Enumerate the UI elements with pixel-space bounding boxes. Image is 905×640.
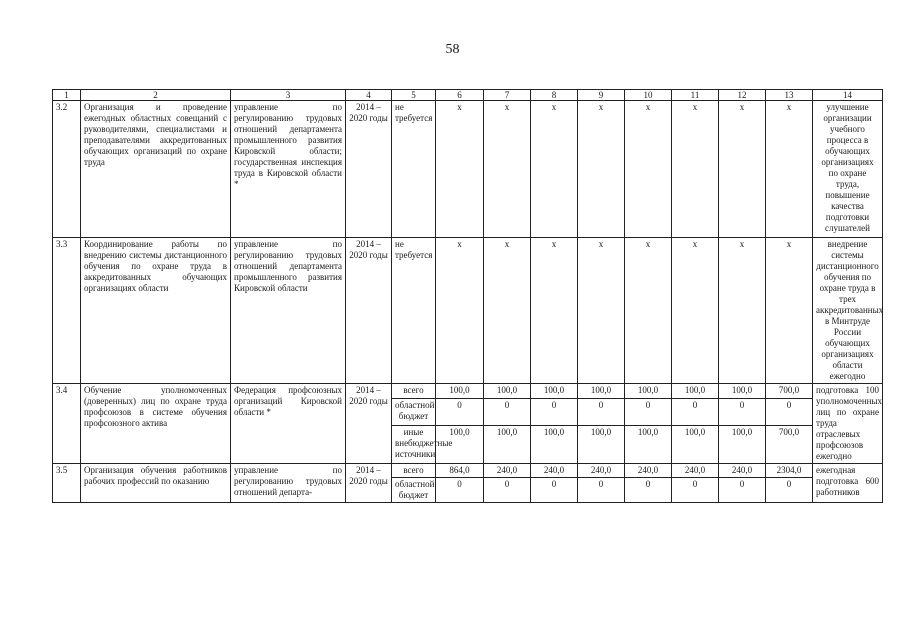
value-cell: х xyxy=(578,101,625,238)
value-cell: 240,0 xyxy=(484,464,531,478)
executor: управление по регулированию трудовых отношений департамента промышленного развития Кировской области xyxy=(231,238,346,384)
expected-result: ежегодная подготовка 600 работников xyxy=(813,464,883,503)
column-number: 3 xyxy=(231,90,346,101)
value-cell: 0 xyxy=(766,478,813,503)
activity-name: Организация и проведение ежегодных областных совещаний с руководителями, специалистами и преподавателями аккредитованных обучающих организаций по охране труда xyxy=(81,101,231,238)
executor: Федерация профсоюзных организаций Кировской области * xyxy=(231,384,346,464)
value-cell: 0 xyxy=(625,398,672,425)
value-cell: х xyxy=(625,101,672,238)
funding-source: не требуется xyxy=(392,101,436,238)
program-table xyxy=(52,89,883,503)
item-number: 3.3 xyxy=(53,238,81,384)
activity-name: Координирование работы по внедрению системы дистанционного обучения по охране труда в аккредитованных обучающих организациях области xyxy=(81,238,231,384)
value-cell: 100,0 xyxy=(625,425,672,463)
column-number: 4 xyxy=(346,90,392,101)
column-number: 8 xyxy=(531,90,578,101)
value-cell: х xyxy=(531,101,578,238)
value-cell: 240,0 xyxy=(672,464,719,478)
column-number: 1 xyxy=(53,90,81,101)
expected-result: внедрение системы дистанционного обучения по охране труда в трех аккредитованных в Минтруде России обучающих организациях области ежегодно xyxy=(813,238,883,384)
value-cell: х xyxy=(766,101,813,238)
value-cell: 0 xyxy=(719,398,766,425)
value-cell: х xyxy=(719,101,766,238)
value-cell: 0 xyxy=(672,398,719,425)
value-cell: 100,0 xyxy=(484,425,531,463)
column-number: 10 xyxy=(625,90,672,101)
value-cell: 0 xyxy=(625,478,672,503)
column-number: 13 xyxy=(766,90,813,101)
value-cell: 100,0 xyxy=(436,384,484,399)
column-number: 14 xyxy=(813,90,883,101)
column-number: 9 xyxy=(578,90,625,101)
value-cell: 240,0 xyxy=(719,464,766,478)
value-cell: х xyxy=(719,238,766,384)
column-number-row xyxy=(53,90,883,101)
value-cell: 240,0 xyxy=(625,464,672,478)
value-cell: х xyxy=(578,238,625,384)
executor: управление по регулированию трудовых отношений департа- xyxy=(231,464,346,503)
value-cell: 0 xyxy=(531,398,578,425)
value-cell: 0 xyxy=(531,478,578,503)
value-cell: 0 xyxy=(672,478,719,503)
value-cell: 100,0 xyxy=(578,384,625,399)
value-cell: 0 xyxy=(578,478,625,503)
value-cell: х xyxy=(436,101,484,238)
value-cell: 864,0 xyxy=(436,464,484,478)
funding-source: областной бюджет xyxy=(392,398,436,425)
executor: управление по регулированию трудовых отношений департамента промышленного развития Кировской области; государственная инспекция труда в Кировской области * xyxy=(231,101,346,238)
value-cell: 240,0 xyxy=(531,464,578,478)
table-row xyxy=(53,238,883,384)
value-cell: 0 xyxy=(719,478,766,503)
value-cell: 0 xyxy=(436,398,484,425)
value-cell: 100,0 xyxy=(672,425,719,463)
table-row xyxy=(53,464,883,478)
value-cell: х xyxy=(766,238,813,384)
page-number: 58 xyxy=(445,42,460,57)
expected-result: улучшение организации учебного процесса в обучающих организациях по охране труда, повышение качества подготовки слушателей xyxy=(813,101,883,238)
value-cell: 100,0 xyxy=(719,425,766,463)
column-number: 2 xyxy=(81,90,231,101)
value-cell: 100,0 xyxy=(436,425,484,463)
funding-source: областной бюджет xyxy=(392,478,436,503)
column-number: 5 xyxy=(392,90,436,101)
value-cell: 0 xyxy=(578,398,625,425)
funding-source: иные внебюджетные источники xyxy=(392,425,436,463)
activity-name: Организация обучения работников рабочих профессий по оказанию xyxy=(81,464,231,503)
value-cell: 0 xyxy=(484,478,531,503)
item-number: 3.5 xyxy=(53,464,81,503)
item-number: 3.4 xyxy=(53,384,81,464)
value-cell: 100,0 xyxy=(719,384,766,399)
column-number: 7 xyxy=(484,90,531,101)
value-cell: х xyxy=(531,238,578,384)
value-cell: 100,0 xyxy=(531,425,578,463)
value-cell: 0 xyxy=(766,398,813,425)
value-cell: х xyxy=(484,101,531,238)
value-cell: 2304,0 xyxy=(766,464,813,478)
value-cell: 100,0 xyxy=(578,425,625,463)
value-cell: 0 xyxy=(484,398,531,425)
value-cell: х xyxy=(484,238,531,384)
value-cell: 100,0 xyxy=(531,384,578,399)
activity-name: Обучение уполномоченных (доверенных) лиц по охране труда профсоюзов в системе обучения профсоюзного актива xyxy=(81,384,231,464)
value-cell: 700,0 xyxy=(766,384,813,399)
value-cell: х xyxy=(436,238,484,384)
value-cell: х xyxy=(672,238,719,384)
column-number: 11 xyxy=(672,90,719,101)
period: 2014 – 2020 годы xyxy=(346,101,392,238)
table-row xyxy=(53,101,883,238)
value-cell: 100,0 xyxy=(625,384,672,399)
funding-source: не требуется xyxy=(392,238,436,384)
value-cell: х xyxy=(672,101,719,238)
expected-result: подготовка 100 уполномоченных лиц по охране труда отраслевых профсоюзов ежегодно xyxy=(813,384,883,464)
period: 2014 – 2020 годы xyxy=(346,464,392,503)
column-number: 12 xyxy=(719,90,766,101)
value-cell: 240,0 xyxy=(578,464,625,478)
table-row xyxy=(53,384,883,399)
period: 2014 – 2020 годы xyxy=(346,384,392,464)
column-number: 6 xyxy=(436,90,484,101)
value-cell: 100,0 xyxy=(484,384,531,399)
funding-source: всего xyxy=(392,464,436,478)
value-cell: 0 xyxy=(436,478,484,503)
period: 2014 – 2020 годы xyxy=(346,238,392,384)
value-cell: 100,0 xyxy=(672,384,719,399)
value-cell: 700,0 xyxy=(766,425,813,463)
item-number: 3.2 xyxy=(53,101,81,238)
funding-source: всего xyxy=(392,384,436,399)
value-cell: х xyxy=(625,238,672,384)
